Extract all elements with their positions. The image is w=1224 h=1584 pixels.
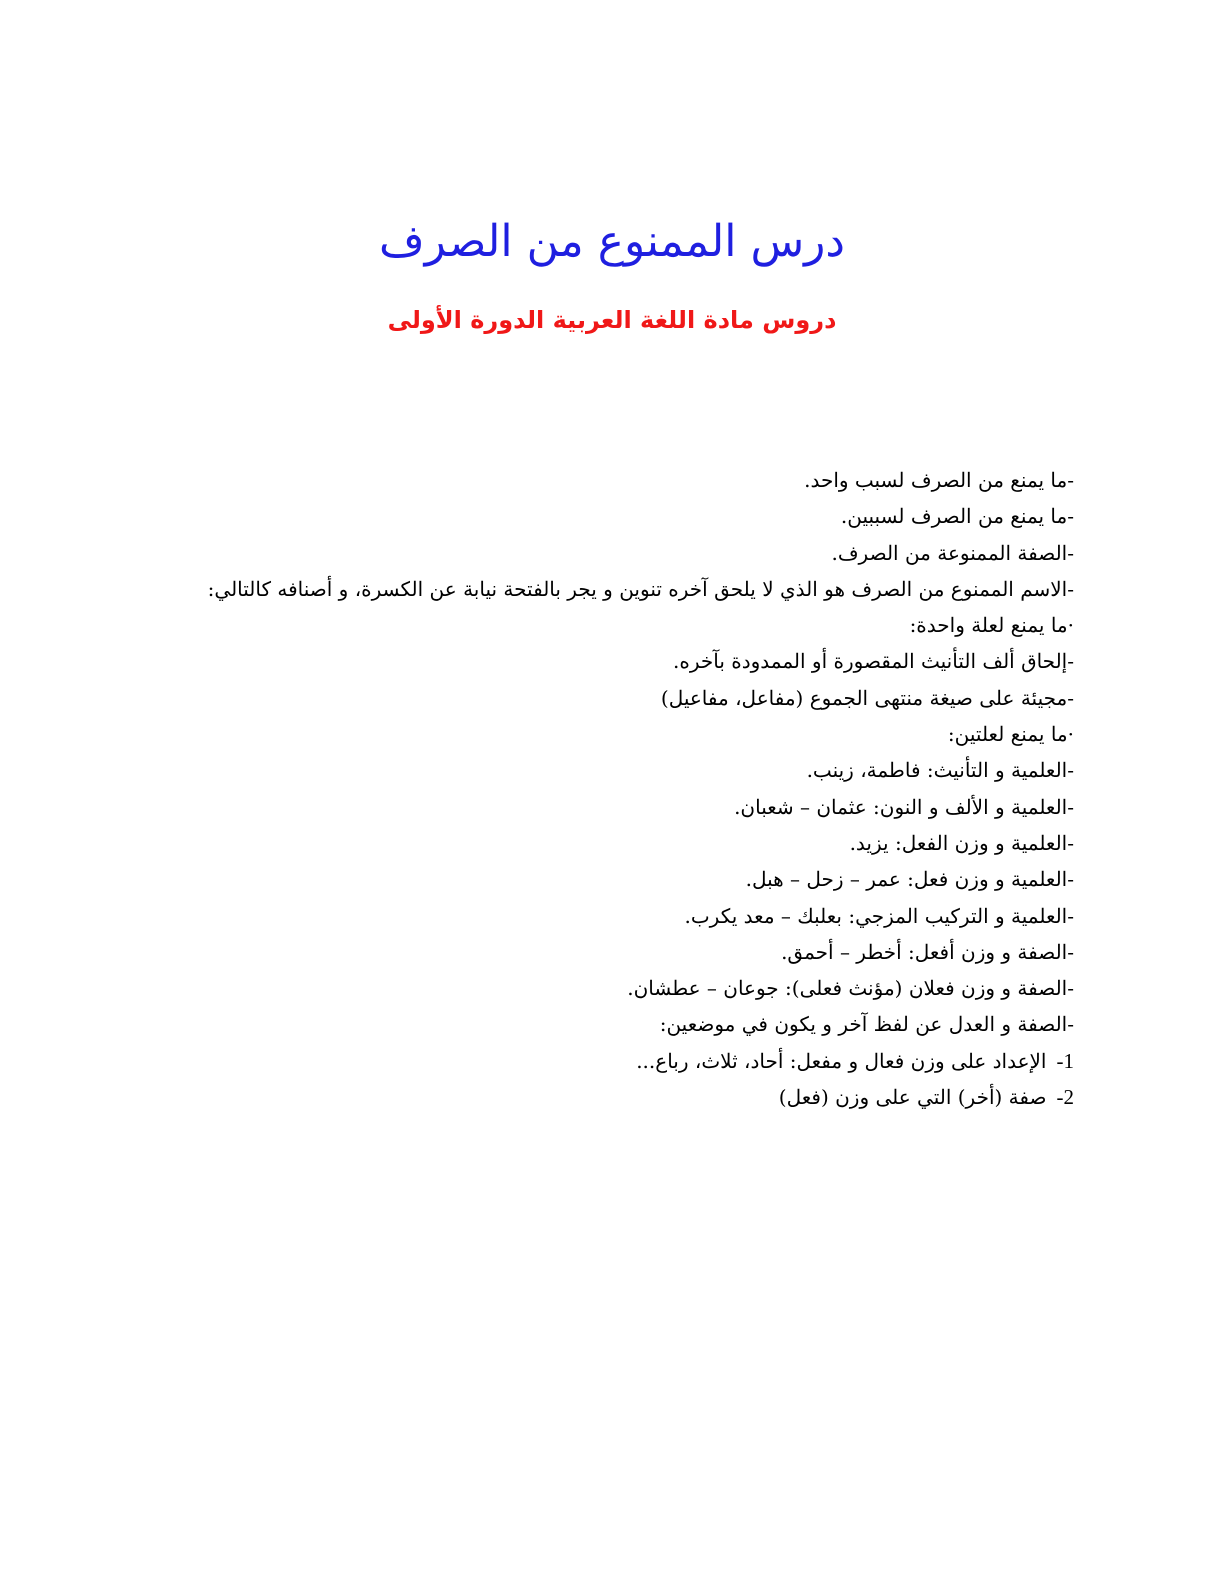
content-line: -الاسم الممنوع من الصرف هو الذي لا يلحق آخره تنوين و يجر بالفتحة نيابة عن الكسرة، و أصنافه كالتالي: <box>207 576 1074 601</box>
numbered-line: 2-صفة (أخر) التي على وزن (فعل) <box>134 1079 1074 1115</box>
content-line: -ما يمنع من الصرف لسبب واحد. <box>804 468 1074 492</box>
content-line: -العلمية و الألف و النون: عثمان – شعبان. <box>734 794 1074 819</box>
content-line: -إلحاق ألف التأنيث المقصورة أو الممدودة بآخره. <box>672 649 1074 674</box>
lesson-content <box>134 462 1074 1115</box>
content-line: -العلمية و وزن الفعل: يزيد. <box>849 830 1074 855</box>
content-line: -العلمية و التركيب المزجي: بعلبك – معد يكرب. <box>684 903 1074 928</box>
list-number: 1- <box>1056 1048 1074 1073</box>
content-line: -الصفة و وزن فعلان (مؤنث فعلى): جوعان – عطشان. <box>627 976 1074 1001</box>
content-line: -الصفة و العدل عن لفظ آخر و يكون في موضعين: <box>659 1012 1074 1037</box>
content-line: -ما يمنع من الصرف لسببين. <box>840 504 1074 529</box>
content-line: ·ما يمنع لعلة واحدة: <box>909 613 1074 638</box>
list-number: 2- <box>1056 1085 1074 1110</box>
content-line: -مجيئة على صيغة منتهى الجموع (مفاعل، مفاعيل) <box>660 685 1074 710</box>
page-title: درس الممنوع من الصرف <box>378 216 846 267</box>
content-line: -العلمية و وزن فعل: عمر – زحل – هبل. <box>745 867 1074 892</box>
page-subtitle: دروس مادة اللغة العربية الدورة الأولى <box>387 306 837 334</box>
content-line: ·ما يمنع لعلتين: <box>947 722 1074 747</box>
content-line: -الصفة و وزن أفعل: أخطر – أحمق. <box>781 939 1074 964</box>
content-line: -الصفة الممنوعة من الصرف. <box>831 540 1074 565</box>
content-line: -العلمية و التأنيث: فاطمة، زينب. <box>806 758 1074 783</box>
numbered-line: 1-الإعداد على وزن فعال و مفعل: أحاد، ثلاث، رباع... <box>134 1043 1074 1079</box>
